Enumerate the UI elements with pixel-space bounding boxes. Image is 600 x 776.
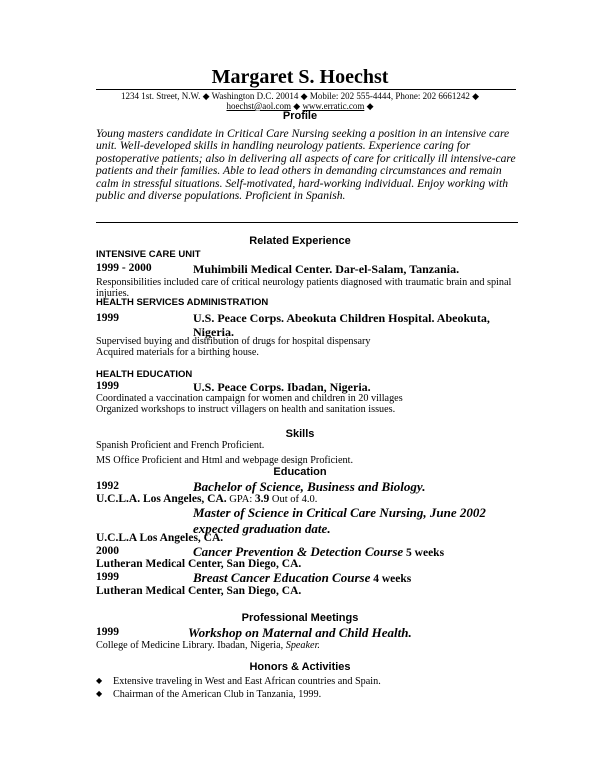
education-year: 1999 (96, 571, 119, 583)
job-organization: U.S. Peace Corps. Ibadan, Nigeria. (193, 380, 371, 394)
education-year: 2000 (96, 545, 119, 557)
education-heading: Education (273, 466, 327, 478)
honors-item-text: Chairman of the American Club in Tanzania, 1999. (113, 689, 322, 700)
email-link[interactable]: hoechst@aol.com (226, 101, 292, 111)
education-degree: Master of Science in Critical Care Nursing, June 2002 expected graduation date. (193, 505, 486, 536)
meeting-year: 1999 (96, 626, 119, 638)
meetings-heading: Professional Meetings (241, 612, 359, 624)
course-title: Breast Cancer Education Course (193, 570, 371, 585)
gpa-value: 3.9 (254, 493, 270, 505)
job-description-line: Organized workshops to instruct villagers on health and sanitation issues. (96, 404, 396, 415)
skills-line: Spanish Proficient and French Proficient. (96, 440, 265, 451)
job-description-line: Acquired materials for a birthing house. (96, 347, 259, 358)
honors-heading: Honors & Activities (249, 661, 351, 673)
profile-heading: Profile (282, 110, 318, 122)
separator-diamond: ◆ (293, 101, 301, 111)
skills-line: MS Office Proficient and Html and webpage design Proficient. (96, 455, 353, 466)
profile-divider (96, 222, 518, 223)
bullet-diamond-icon: ◆ (96, 689, 103, 698)
job-organization: U.S. Peace Corps. Abeokuta Children Hospital. Abeokuta, Nigeria. (193, 311, 490, 339)
profile-text: Young masters candidate in Critical Care Nursing seeking a position in an intensive care unit. Well-developed skills in handling neurology patients. Experience caring for postoperative patients; also in delivering all aspects of care for critically ill intensive-care patients and their families. Able to lead others in demanding circumstances and remain calm in stressful situations. Self-motivated, hard-working individual. Enjoy working with public and diverse populations. Proficient in Spanish. (96, 127, 516, 203)
meeting-location: College of Medicine Library. Ibadan, Nigeria, (96, 640, 286, 651)
education-degree: Bachelor of Science, Business and Biology. (193, 479, 426, 494)
honors-item-text: Extensive traveling in West and East African countries and Spain. (113, 676, 381, 687)
gpa-label: GPA: (226, 494, 255, 505)
education-institution: U.C.L.A Los Angeles, CA. (96, 532, 224, 544)
job-organization: Muhimbili Medical Center. Dar-el-Salam, Tanzania. (193, 262, 460, 276)
meeting-title: Workshop on Maternal and Child Health. (188, 625, 412, 640)
honors-list-item (96, 676, 381, 687)
education-institution: Lutheran Medical Center, San Diego, CA. (96, 585, 302, 597)
gpa-scale: Out of 4.0. (269, 494, 318, 505)
candidate-name: Margaret S. Hoechst (211, 66, 389, 88)
honors-list-item (96, 689, 321, 700)
job-year: 1999 - 2000 (96, 262, 152, 274)
course-title: Cancer Prevention & Detection Course (193, 544, 404, 559)
job-category: INTENSIVE CARE UNIT (96, 249, 201, 260)
job-category: HEALTH EDUCATION (96, 369, 193, 380)
meeting-role: Speaker. (285, 640, 320, 651)
course-duration: 4 weeks (370, 573, 412, 585)
skills-heading: Skills (285, 428, 315, 440)
education-institution: Lutheran Medical Center, San Diego, CA. (96, 558, 302, 570)
education-course (193, 570, 411, 586)
institution-name: U.C.L.A. Los Angeles, CA. (96, 493, 227, 505)
job-description: Responsibilities included care of critical neurology patients diagnosed with traumatic brain and spinal injuries. (96, 277, 512, 299)
bullet-diamond-icon: ◆ (96, 676, 103, 685)
job-description-line: Supervised buying and distribution of drugs for hospital dispensary (96, 336, 371, 347)
header-divider (96, 89, 516, 90)
job-description-line: Coordinated a vaccination campaign for women and children in 20 villages (96, 393, 403, 404)
job-year: 1999 (96, 312, 119, 324)
experience-heading: Related Experience (249, 235, 351, 247)
separator-diamond: ◆ (366, 101, 374, 111)
job-year: 1999 (96, 380, 119, 392)
contact-address-line: 1234 1st. Street, N.W. ◆ Washington D.C. 20014 ◆ Mobile: 202 555-4444, Phone: 202 6661242 ◆ (120, 91, 480, 101)
education-institution (96, 493, 317, 505)
course-duration: 5 weeks (403, 547, 445, 559)
meeting-detail (96, 640, 320, 651)
education-year: 1992 (96, 480, 119, 492)
job-category: HEALTH SERVICES ADMINISTRATION (96, 297, 269, 308)
website-link[interactable]: www.erratic.com (302, 101, 365, 111)
